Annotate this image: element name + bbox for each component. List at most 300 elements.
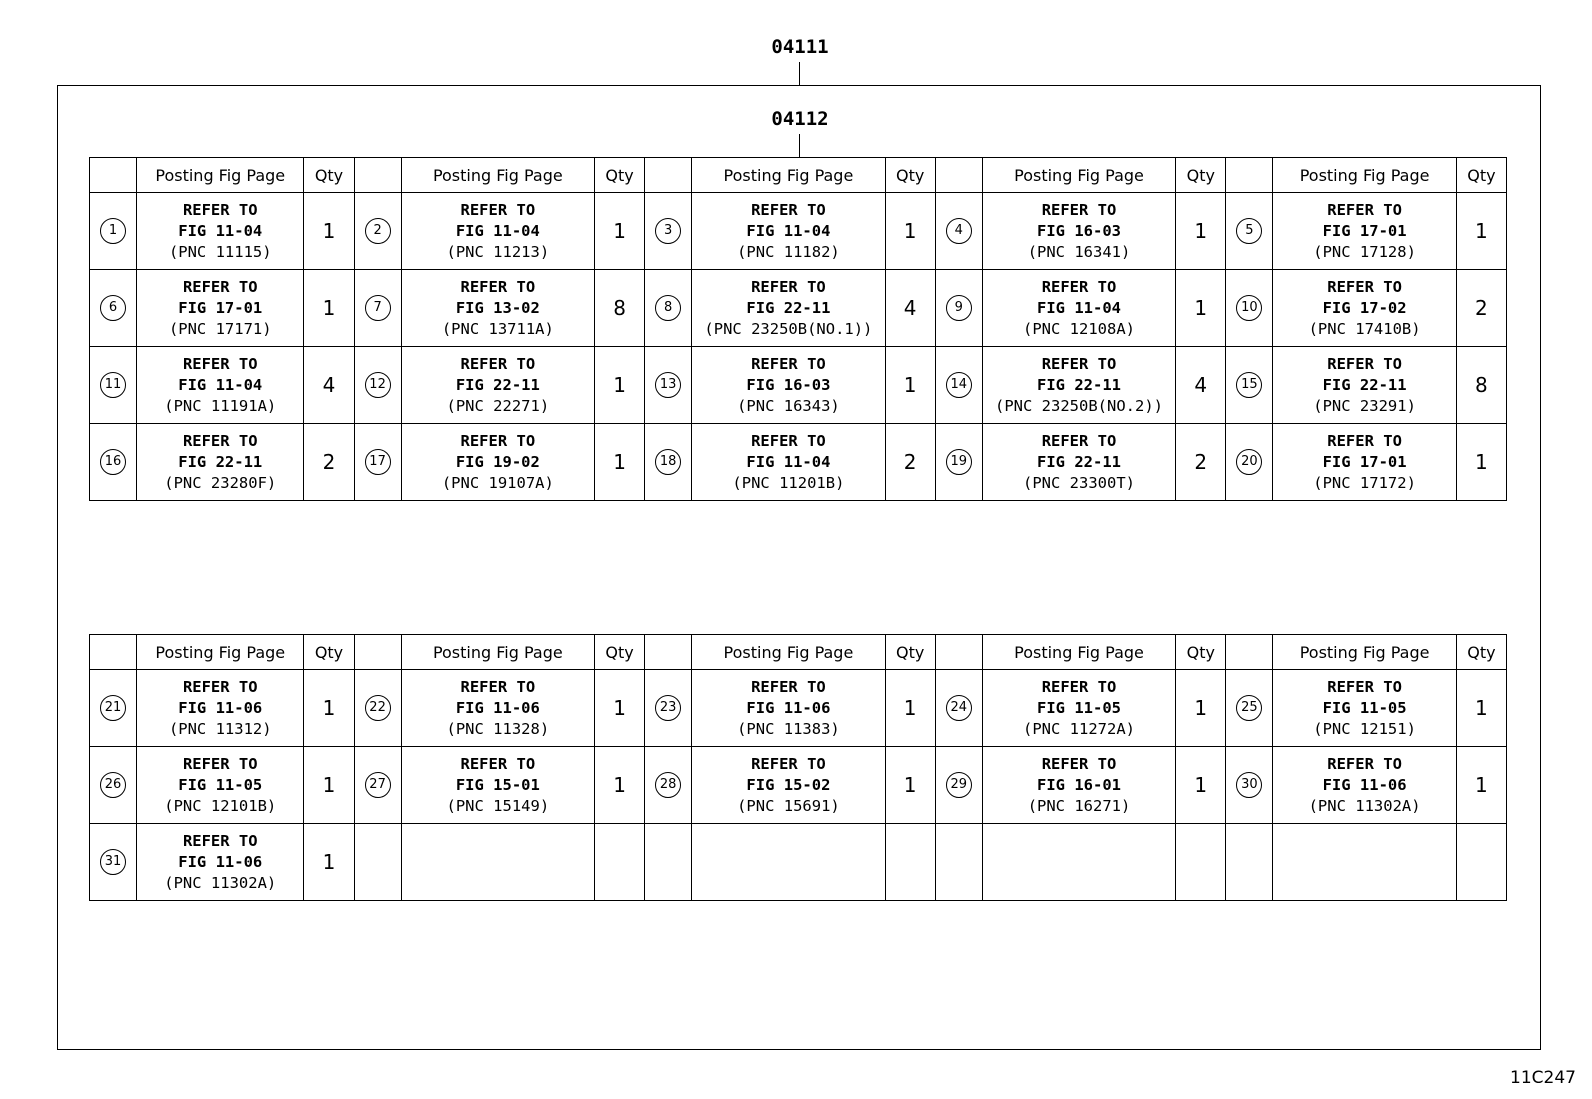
ref-number-cell — [354, 747, 401, 824]
refer-to-text — [983, 277, 1175, 340]
refer-to-line: REFER TO — [1327, 200, 1402, 219]
header-blank-cell — [90, 635, 137, 670]
quantity-value: 1 — [613, 696, 626, 720]
fig-reference: FIG 22-11 — [1322, 375, 1407, 394]
qty-cell — [885, 347, 935, 424]
header-blank-cell — [1226, 158, 1273, 193]
fig-reference: FIG 19-02 — [455, 452, 540, 471]
pnc-reference: (PNC 11328) — [446, 719, 550, 738]
refer-to-text — [692, 431, 884, 494]
qty-cell — [1176, 270, 1226, 347]
refer-to-text — [692, 754, 884, 817]
ref-number-cell — [90, 347, 137, 424]
quantity-value: 1 — [1475, 696, 1488, 720]
pnc-reference: (PNC 17128) — [1313, 242, 1416, 261]
posting-cell — [401, 824, 594, 901]
refer-to-line: REFER TO — [460, 754, 536, 773]
table-row — [90, 347, 1507, 424]
posting-cell — [692, 424, 885, 501]
header-qty: Qty — [595, 158, 645, 193]
table-row — [90, 747, 1507, 824]
refer-to-text — [983, 200, 1175, 263]
posting-cell — [1273, 270, 1456, 347]
refer-to-line: REFER TO — [1041, 677, 1117, 696]
ref-number-circle: 11 — [100, 372, 126, 398]
header-posting-fig-page: Posting Fig Page — [692, 158, 885, 193]
posting-cell — [401, 270, 594, 347]
ref-number-cell — [645, 347, 692, 424]
quantity-value: 2 — [1475, 296, 1488, 320]
ref-number-cell — [90, 270, 137, 347]
quantity-value: 1 — [903, 373, 917, 397]
posting-cell — [137, 670, 304, 747]
refer-to-line: REFER TO — [1041, 354, 1117, 373]
fig-reference: FIG 17-01 — [1322, 221, 1407, 240]
qty-cell — [885, 824, 935, 901]
refer-to-line: REFER TO — [460, 354, 536, 373]
refer-to-line: REFER TO — [1041, 277, 1117, 296]
posting-cell — [692, 670, 885, 747]
header-qty: Qty — [1456, 635, 1506, 670]
refer-to-text — [983, 754, 1175, 817]
refer-to-text — [692, 677, 884, 740]
pnc-reference: (PNC 11191A) — [164, 396, 277, 415]
ref-number-cell — [935, 424, 982, 501]
pnc-reference: (PNC 15691) — [737, 796, 840, 815]
qty-cell — [885, 670, 935, 747]
reference-table-1 — [89, 157, 1507, 501]
ref-number-circle: 6 — [100, 295, 126, 321]
header-qty: Qty — [1176, 635, 1226, 670]
ref-number-circle: 17 — [365, 449, 391, 475]
fig-reference: FIG 13-02 — [455, 298, 540, 317]
refer-to-line: REFER TO — [460, 677, 536, 696]
qty-cell — [304, 193, 354, 270]
header-posting-fig-page: Posting Fig Page — [401, 635, 594, 670]
refer-to-text — [402, 677, 594, 740]
sub-connector-line — [799, 134, 800, 157]
fig-reference: FIG 22-11 — [1037, 452, 1122, 471]
pnc-reference: (PNC 17410B) — [1308, 319, 1421, 338]
header-posting-fig-page: Posting Fig Page — [401, 158, 594, 193]
ref-number-cell — [354, 193, 401, 270]
quantity-value: 1 — [613, 373, 626, 397]
fig-reference: FIG 11-05 — [1322, 698, 1407, 717]
ref-number-circle: 8 — [655, 295, 681, 321]
qty-cell — [595, 424, 645, 501]
fig-reference: FIG 11-04 — [178, 375, 263, 394]
ref-number-cell — [90, 824, 137, 901]
pnc-reference: (PNC 19107A) — [441, 473, 554, 492]
pnc-reference: (PNC 11115) — [168, 242, 272, 261]
reference-table-2 — [89, 634, 1507, 901]
qty-cell — [304, 270, 354, 347]
fig-reference: FIG 11-06 — [178, 698, 263, 717]
refer-to-line: REFER TO — [182, 677, 258, 696]
pnc-reference: (PNC 16271) — [1027, 796, 1131, 815]
pnc-reference: (PNC 16343) — [737, 396, 840, 415]
header-qty: Qty — [1456, 158, 1506, 193]
pnc-reference: (PNC 12151) — [1313, 719, 1416, 738]
qty-cell — [1456, 824, 1506, 901]
posting-cell — [401, 347, 594, 424]
ref-number-cell — [354, 270, 401, 347]
ref-number-cell — [90, 424, 137, 501]
fig-reference: FIG 15-01 — [455, 775, 540, 794]
ref-number-circle: 9 — [946, 295, 972, 321]
fig-reference: FIG 11-06 — [178, 852, 263, 871]
refer-to-text — [983, 431, 1175, 494]
pnc-reference: (PNC 17171) — [168, 319, 272, 338]
refer-to-line: REFER TO — [182, 831, 258, 850]
quantity-value: 4 — [322, 373, 336, 397]
header-blank-cell — [1226, 635, 1273, 670]
ref-number-circle: 1 — [100, 218, 126, 244]
fig-reference: FIG 16-01 — [1037, 775, 1122, 794]
posting-cell — [137, 347, 304, 424]
fig-reference: FIG 16-03 — [746, 375, 831, 394]
posting-cell — [982, 747, 1175, 824]
header-qty: Qty — [304, 635, 354, 670]
ref-number-circle: 26 — [100, 772, 126, 798]
ref-number-cell — [90, 193, 137, 270]
posting-cell — [982, 270, 1175, 347]
header-blank-cell — [354, 158, 401, 193]
pnc-reference: (PNC 15149) — [446, 796, 550, 815]
qty-cell — [304, 747, 354, 824]
refer-to-text — [1273, 354, 1455, 417]
quantity-value: 1 — [903, 219, 917, 243]
refer-to-text — [1273, 754, 1455, 817]
header-posting-fig-page: Posting Fig Page — [982, 158, 1175, 193]
pnc-reference: (PNC 17172) — [1313, 473, 1416, 492]
ref-number-circle: 29 — [946, 772, 972, 798]
refer-to-line: REFER TO — [182, 200, 258, 219]
quantity-value: 1 — [322, 296, 336, 320]
qty-cell — [595, 193, 645, 270]
header-qty: Qty — [304, 158, 354, 193]
posting-cell — [401, 424, 594, 501]
refer-to-text — [402, 754, 594, 817]
posting-cell — [1273, 670, 1456, 747]
ref-number-cell — [1226, 193, 1273, 270]
refer-to-text — [402, 354, 594, 417]
ref-number-cell — [935, 670, 982, 747]
ref-number-cell — [90, 747, 137, 824]
quantity-value: 2 — [903, 450, 917, 474]
posting-cell — [1273, 824, 1456, 901]
ref-number-circle: 30 — [1236, 772, 1262, 798]
ref-number-circle: 13 — [655, 372, 681, 398]
posting-cell — [982, 424, 1175, 501]
qty-cell — [595, 347, 645, 424]
qty-cell — [1176, 670, 1226, 747]
qty-cell — [595, 747, 645, 824]
header-posting-fig-page: Posting Fig Page — [1273, 158, 1456, 193]
header-blank-cell — [935, 158, 982, 193]
refer-to-text — [402, 431, 594, 494]
ref-number-cell — [935, 193, 982, 270]
table-row — [90, 193, 1507, 270]
quantity-value: 1 — [1475, 773, 1488, 797]
fig-reference: FIG 11-04 — [178, 221, 263, 240]
header-blank-cell — [935, 635, 982, 670]
fig-reference: FIG 16-03 — [1037, 221, 1122, 240]
ref-number-cell — [90, 670, 137, 747]
pnc-reference: (PNC 23280F) — [164, 473, 277, 492]
qty-cell — [885, 424, 935, 501]
header-blank-cell — [645, 158, 692, 193]
fig-reference: FIG 22-11 — [178, 452, 263, 471]
ref-number-circle: 18 — [655, 449, 681, 475]
quantity-value: 2 — [322, 450, 336, 474]
ref-number-circle: 12 — [365, 372, 391, 398]
fig-reference: FIG 11-05 — [1037, 698, 1122, 717]
ref-number-circle: 19 — [946, 449, 972, 475]
posting-cell — [982, 670, 1175, 747]
refer-to-line: REFER TO — [1327, 431, 1402, 450]
ref-number-circle: 31 — [100, 849, 126, 875]
ref-number-circle: 3 — [655, 218, 681, 244]
ref-number-cell — [1226, 270, 1273, 347]
refer-to-line: REFER TO — [460, 431, 536, 450]
refer-to-line: REFER TO — [1327, 677, 1402, 696]
ref-number-cell — [354, 670, 401, 747]
quantity-value: 1 — [322, 773, 336, 797]
posting-cell — [137, 747, 304, 824]
pnc-reference: (PNC 22271) — [446, 396, 550, 415]
qty-cell — [1176, 347, 1226, 424]
qty-cell — [1456, 270, 1506, 347]
quantity-value: 1 — [613, 219, 626, 243]
refer-to-line: REFER TO — [1327, 754, 1402, 773]
ref-number-cell — [935, 270, 982, 347]
ref-number-circle: 23 — [655, 695, 681, 721]
refer-to-text — [692, 200, 884, 263]
quantity-value: 1 — [613, 450, 626, 474]
refer-to-text — [1273, 277, 1455, 340]
refer-to-line: REFER TO — [1041, 431, 1117, 450]
fig-reference: FIG 17-01 — [1322, 452, 1407, 471]
ref-number-circle: 2 — [365, 218, 391, 244]
qty-cell — [1456, 424, 1506, 501]
ref-number-circle: 15 — [1236, 372, 1262, 398]
qty-cell — [595, 824, 645, 901]
header-row — [90, 635, 1507, 670]
refer-to-text — [137, 677, 303, 740]
posting-cell — [137, 824, 304, 901]
table-row — [90, 670, 1507, 747]
fig-reference: FIG 11-04 — [746, 221, 831, 240]
fig-reference: FIG 15-02 — [746, 775, 831, 794]
header-posting-fig-page: Posting Fig Page — [1273, 635, 1456, 670]
quantity-value: 2 — [1194, 450, 1208, 474]
pnc-reference: (PNC 23291) — [1313, 396, 1416, 415]
header-qty: Qty — [885, 635, 935, 670]
refer-to-line: REFER TO — [1041, 200, 1117, 219]
posting-cell — [982, 824, 1175, 901]
ref-number-circle: 4 — [946, 218, 972, 244]
refer-to-line: REFER TO — [1327, 277, 1402, 296]
quantity-value: 1 — [1194, 296, 1208, 320]
ref-number-cell — [645, 670, 692, 747]
refer-to-text — [137, 754, 303, 817]
quantity-value: 8 — [613, 296, 626, 320]
refer-to-text — [1273, 200, 1455, 263]
refer-to-line: REFER TO — [751, 431, 826, 450]
ref-number-circle: 10 — [1236, 295, 1262, 321]
pnc-reference: (PNC 11201B) — [732, 473, 845, 492]
refer-to-text — [137, 277, 303, 340]
quantity-value: 8 — [1475, 373, 1488, 397]
refer-to-line: REFER TO — [1041, 754, 1117, 773]
sub-assembly-label: 04112 — [771, 108, 829, 130]
ref-number-cell — [354, 424, 401, 501]
refer-to-text — [137, 831, 303, 894]
header-qty: Qty — [1176, 158, 1226, 193]
posting-cell — [692, 270, 885, 347]
quantity-value: 1 — [322, 219, 336, 243]
ref-number-circle: 16 — [100, 449, 126, 475]
fig-reference: FIG 11-04 — [746, 452, 831, 471]
posting-cell — [692, 193, 885, 270]
pnc-reference: (PNC 23250B(NO.1)) — [704, 319, 873, 338]
pnc-reference: (PNC 11312) — [168, 719, 272, 738]
refer-to-line: REFER TO — [751, 677, 826, 696]
posting-cell — [1273, 347, 1456, 424]
pnc-reference: (PNC 23250B(NO.2)) — [995, 396, 1163, 415]
table-row — [90, 424, 1507, 501]
ref-number-cell — [645, 824, 692, 901]
refer-to-line: REFER TO — [751, 277, 826, 296]
refer-to-text — [692, 354, 884, 417]
top-assembly-label: 04111 — [771, 36, 829, 58]
header-blank-cell — [90, 158, 137, 193]
header-blank-cell — [354, 635, 401, 670]
pnc-reference: (PNC 11213) — [446, 242, 550, 261]
quantity-value: 1 — [1194, 696, 1208, 720]
posting-cell — [137, 424, 304, 501]
posting-cell — [137, 270, 304, 347]
header-qty: Qty — [885, 158, 935, 193]
refer-to-text — [402, 277, 594, 340]
refer-to-line: REFER TO — [1327, 354, 1402, 373]
qty-cell — [595, 270, 645, 347]
ref-number-cell — [354, 824, 401, 901]
refer-to-line: REFER TO — [182, 754, 258, 773]
quantity-value: 1 — [1475, 219, 1488, 243]
ref-number-cell — [645, 424, 692, 501]
ref-number-circle: 20 — [1236, 449, 1262, 475]
qty-cell — [304, 824, 354, 901]
ref-number-cell — [935, 747, 982, 824]
refer-to-line: REFER TO — [182, 431, 258, 450]
pnc-reference: (PNC 11182) — [737, 242, 840, 261]
ref-number-circle: 7 — [365, 295, 391, 321]
quantity-value: 1 — [903, 773, 917, 797]
refer-to-text — [137, 200, 303, 263]
fig-reference: FIG 11-05 — [178, 775, 263, 794]
fig-reference: FIG 17-02 — [1322, 298, 1407, 317]
refer-to-text — [137, 431, 303, 494]
qty-cell — [304, 424, 354, 501]
ref-number-cell — [645, 193, 692, 270]
fig-reference: FIG 22-11 — [455, 375, 540, 394]
qty-cell — [595, 670, 645, 747]
refer-to-line: REFER TO — [751, 354, 826, 373]
refer-to-line: REFER TO — [182, 354, 258, 373]
posting-cell — [401, 193, 594, 270]
ref-number-cell — [354, 347, 401, 424]
table-row — [90, 270, 1507, 347]
refer-to-line: REFER TO — [460, 200, 536, 219]
header-qty: Qty — [595, 635, 645, 670]
refer-to-text — [1273, 677, 1455, 740]
posting-cell — [1273, 747, 1456, 824]
ref-number-circle: 14 — [946, 372, 972, 398]
pnc-reference: (PNC 11383) — [737, 719, 840, 738]
fig-reference: FIG 22-11 — [1037, 375, 1122, 394]
quantity-value: 1 — [613, 773, 626, 797]
ref-number-circle: 24 — [946, 695, 972, 721]
header-posting-fig-page: Posting Fig Page — [137, 158, 304, 193]
ref-number-circle: 25 — [1236, 695, 1262, 721]
pnc-reference: (PNC 13711A) — [441, 319, 554, 338]
refer-to-line: REFER TO — [751, 754, 826, 773]
pnc-reference: (PNC 16341) — [1027, 242, 1131, 261]
refer-to-text — [983, 354, 1175, 417]
ref-number-cell — [935, 824, 982, 901]
header-posting-fig-page: Posting Fig Page — [692, 635, 885, 670]
posting-cell — [692, 347, 885, 424]
quantity-value: 1 — [1194, 773, 1208, 797]
pnc-reference: (PNC 11302A) — [164, 873, 277, 892]
qty-cell — [1176, 824, 1226, 901]
pnc-reference: (PNC 11272A) — [1023, 719, 1135, 738]
ref-number-circle: 21 — [100, 695, 126, 721]
refer-to-text — [1273, 431, 1455, 494]
pnc-reference: (PNC 11302A) — [1308, 796, 1421, 815]
fig-reference: FIG 11-06 — [1322, 775, 1407, 794]
drawing-code: 11C247 — [1510, 1068, 1576, 1088]
qty-cell — [304, 670, 354, 747]
fig-reference: FIG 17-01 — [178, 298, 263, 317]
ref-number-cell — [1226, 670, 1273, 747]
refer-to-line: REFER TO — [182, 277, 258, 296]
qty-cell — [1456, 347, 1506, 424]
fig-reference: FIG 11-06 — [455, 698, 540, 717]
quantity-value: 4 — [903, 296, 917, 320]
ref-number-circle: 28 — [655, 772, 681, 798]
table-row — [90, 824, 1507, 901]
header-row — [90, 158, 1507, 193]
pnc-reference: (PNC 12101B) — [164, 796, 277, 815]
ref-number-cell — [1226, 747, 1273, 824]
fig-reference: FIG 11-06 — [746, 698, 831, 717]
posting-cell — [401, 747, 594, 824]
posting-cell — [137, 193, 304, 270]
posting-cell — [692, 747, 885, 824]
posting-cell — [982, 347, 1175, 424]
refer-to-line: REFER TO — [751, 200, 826, 219]
fig-reference: FIG 22-11 — [746, 298, 831, 317]
qty-cell — [304, 347, 354, 424]
fig-reference: FIG 11-04 — [1037, 298, 1122, 317]
quantity-value: 1 — [903, 696, 917, 720]
top-connector-line — [799, 62, 800, 85]
ref-number-cell — [935, 347, 982, 424]
quantity-value: 1 — [322, 696, 336, 720]
